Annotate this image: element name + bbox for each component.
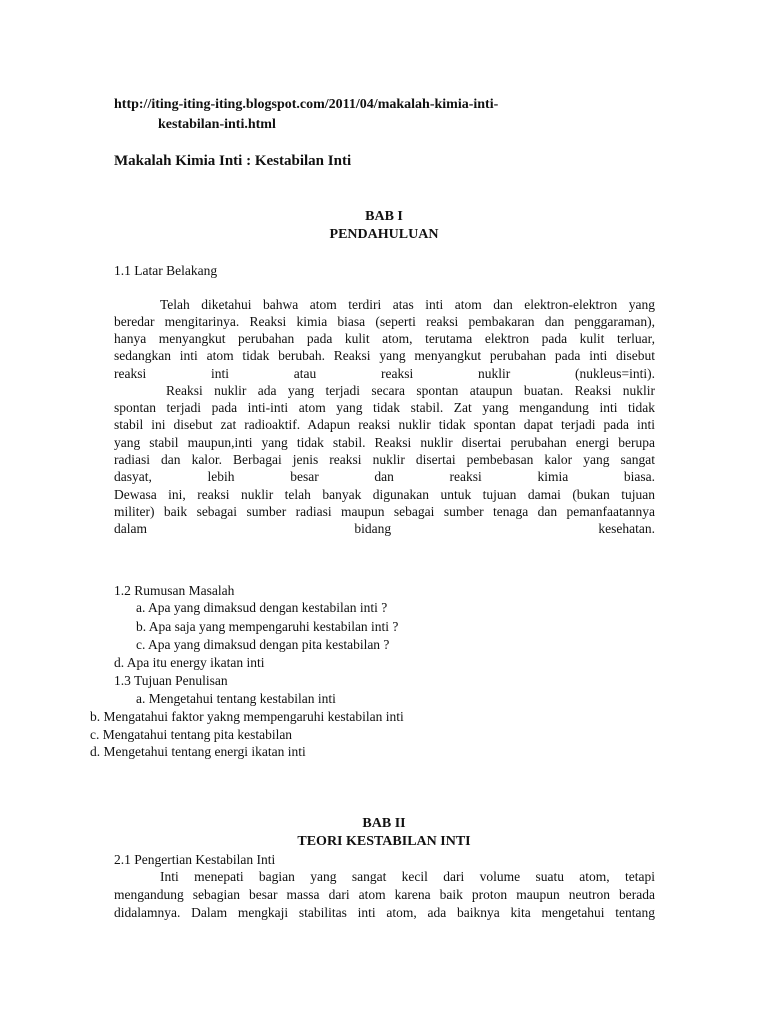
paragraph-line: Reaksi nuklir ada yang terjadi secara spontan ataupun buatan. Reaksi nuklir [166,383,655,398]
section-heading-1-1: 1.1 Latar Belakang [114,263,218,278]
bab2-title: TEORI KESTABILAN INTI [297,834,471,849]
source-url-line-2[interactable]: kestabilan-inti.html [158,117,276,132]
paragraph-line: Dewasa ini, reaksi nuklir telah banyak digunakan untuk tujuan damai (bukan tujuan [114,487,655,502]
paragraph-line: dasyat, lebih besar dan reaksi kimia biasa. [114,469,655,484]
list-item: d. Apa itu energy ikatan inti [114,655,265,670]
paragraph-line: sedangkan inti atom tidak berubah. Reaksi yang menyangkut perubahan pada inti disebut [114,348,655,363]
paragraph-line: spontan terjadi pada inti-inti atom yang tidak stabil. Zat yang mengandung inti tidak [114,400,655,415]
document-title: Makalah Kimia Inti : Kestabilan Inti [114,153,352,169]
paragraph-line: militer) baik sebagai sumber radiasi maupun sebagai sumber tenaga dan pemanfaatannya [114,504,655,519]
bab2-label: BAB II [362,816,406,831]
paragraph-line: stabil ini disebut zat radioaktif. Adapun reaksi nuklir tidak spontan dapat terjadi pada inti [114,417,655,432]
list-item: b. Apa saja yang mempengaruhi kestabilan inti ? [136,619,399,634]
list-item: a. Mengetahui tentang kestabilan inti [136,691,336,706]
list-item: d. Mengetahui tentang energi ikatan inti [90,744,306,759]
bab1-title: PENDAHULUAN [329,227,439,242]
paragraph-line: radiasi dan kalor. Berbagai jenis reaksi nuklir disertai pembebasan kalor yang sangat [114,452,655,467]
list-item: c. Mengatahui tentang pita kestabilan [90,727,293,742]
list-item: b. Mengatahui faktor yakng mempengaruhi kestabilan inti [90,709,404,724]
paragraph-line: reaksi inti atau reaksi nuklir (nukleus=inti). [114,366,655,381]
section-heading-1-2: 1.2 Rumusan Masalah [114,583,235,598]
paragraph-line: Inti menepati bagian yang sangat kecil dari volume suatu atom, tetapi [160,869,655,884]
section-heading-1-3: 1.3 Tujuan Penulisan [114,673,228,688]
paragraph-line: Telah diketahui bahwa atom terdiri atas inti atom dan elektron-elektron yang [160,297,655,312]
paragraph-line: dalam bidang kesehatan. [114,521,655,536]
source-url-line-1[interactable]: http://iting-iting-iting.blogspot.com/2011/04/makalah-kimia-inti- [114,97,499,112]
paragraph-line: didalamnya. Dalam mengkaji stabilitas inti atom, ada baiknya kita mengetahui tentang [114,905,655,920]
paragraph-line: hanya menyangkut perubahan pada kulit atom, terutama elektron pada kulit terluar, [114,331,655,346]
list-item: c. Apa yang dimaksud dengan pita kestabilan ? [136,637,390,652]
paragraph-line: yang stabil maupun,inti yang tidak stabil. Reaksi nuklir disertai perubahan energi berupa [114,435,655,450]
paragraph-line: mengandung sebagian besar massa dari atom karena baik proton maupun neutron berada [114,887,655,902]
section-heading-2-1: 2.1 Pengertian Kestabilan Inti [114,852,276,867]
paragraph-line: beredar mengitarinya. Reaksi kimia biasa (seperti reaksi pembakaran dan penggaraman), [114,314,655,329]
bab1-label: BAB I [365,209,403,224]
list-item: a. Apa yang dimaksud dengan kestabilan inti ? [136,600,388,615]
